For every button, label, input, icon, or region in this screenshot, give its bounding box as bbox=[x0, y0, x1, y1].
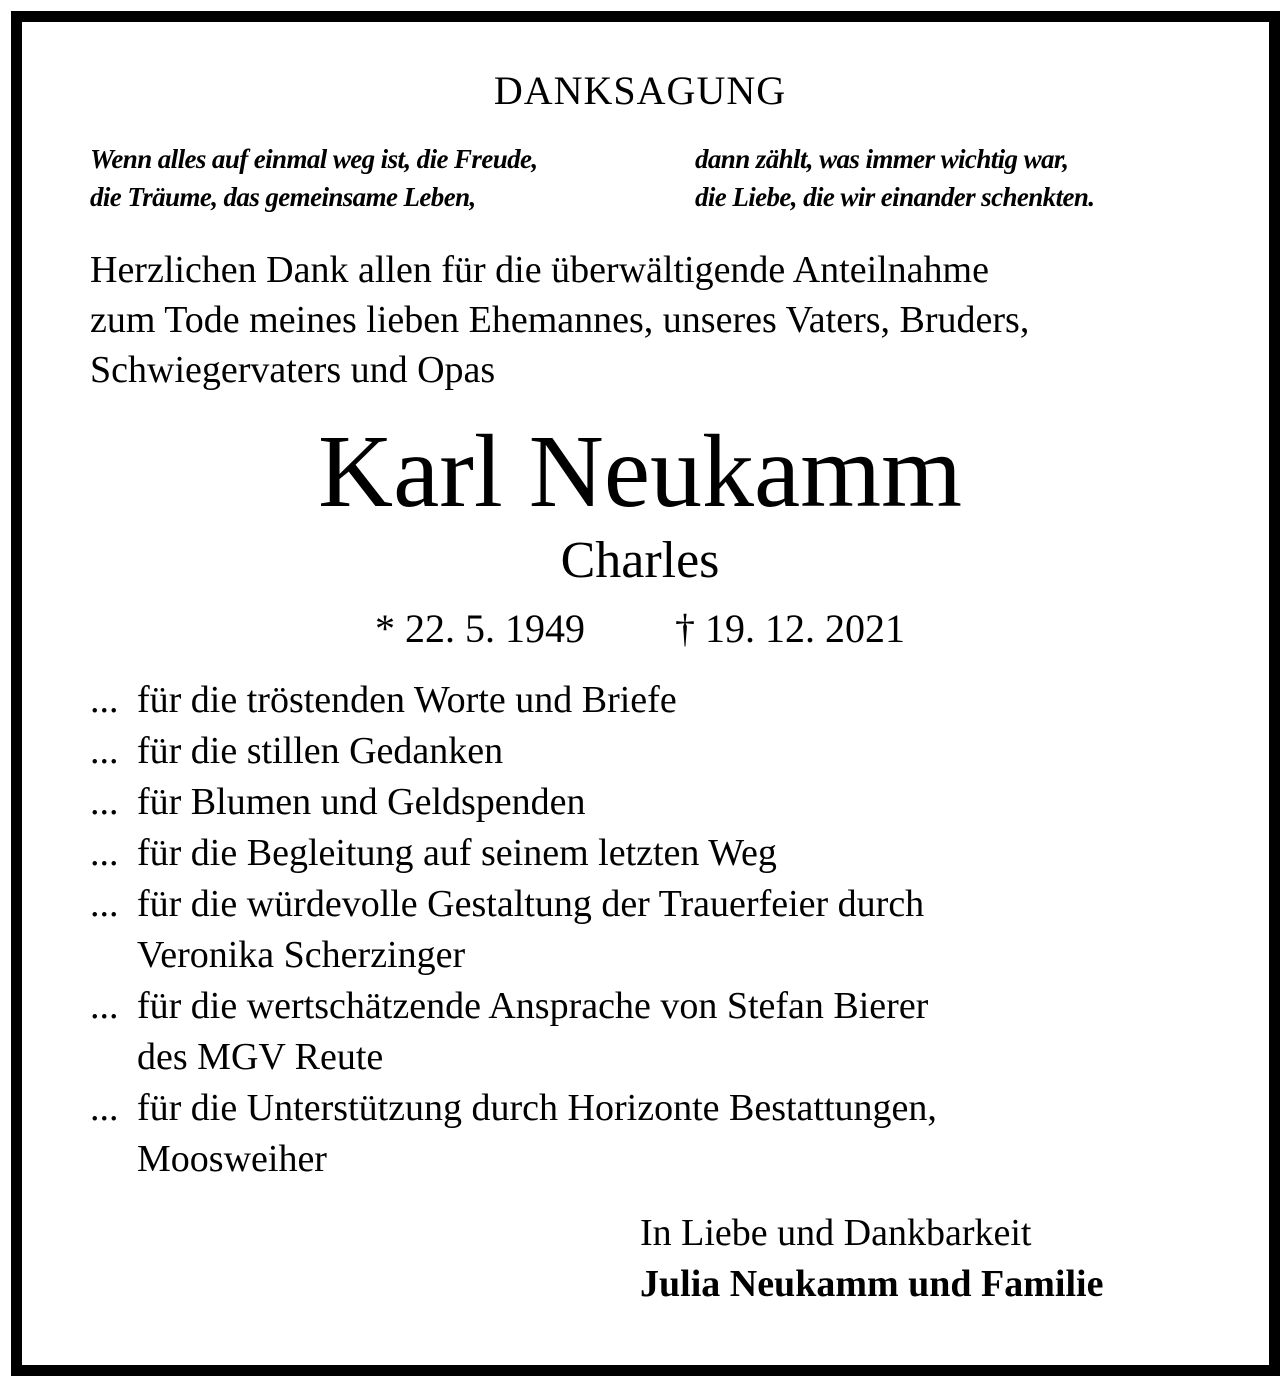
list-item-text: für die Begleitung auf seinem letzten Weg bbox=[137, 832, 777, 874]
ellipsis-prefix: ... bbox=[90, 985, 119, 1027]
intro-line: Herzlichen Dank allen für die überwältigende Anteilnahme bbox=[90, 249, 989, 291]
ellipsis-prefix: ... bbox=[90, 781, 119, 823]
list-item bbox=[90, 981, 1210, 1083]
deceased-name: Karl Neukamm bbox=[317, 414, 962, 529]
ellipsis-prefix: ... bbox=[90, 883, 119, 925]
list-item-text: für die tröstenden Worte und Briefe bbox=[137, 679, 677, 721]
ellipsis-prefix: ... bbox=[90, 1087, 119, 1129]
list-item-text: für die wertschätzende Ansprache von Stefan Bierer bbox=[137, 985, 929, 1027]
intro-text bbox=[90, 245, 1200, 395]
deceased-alias: Charles bbox=[560, 532, 720, 589]
signer-name: Julia Neukamm und Familie bbox=[640, 1263, 1104, 1305]
ellipsis-prefix: ... bbox=[90, 832, 119, 874]
quote-line: die Liebe, die wir einander schenkten. bbox=[695, 182, 1095, 212]
intro-line: Schwiegervaters und Opas bbox=[90, 349, 496, 391]
closing bbox=[640, 1208, 1103, 1310]
life-dates bbox=[0, 602, 1280, 656]
quote-left bbox=[90, 140, 538, 216]
list-item-text: für Blumen und Geldspenden bbox=[137, 781, 586, 823]
thanks-list bbox=[90, 675, 1210, 1185]
list-item bbox=[90, 726, 1210, 777]
ellipsis-prefix: ... bbox=[90, 679, 119, 721]
list-item bbox=[90, 777, 1210, 828]
intro-line: zum Tode meines lieben Ehemannes, unseres Vaters, Bruders, bbox=[90, 299, 1030, 341]
ellipsis-prefix: ... bbox=[90, 730, 119, 772]
quote-line: dann zählt, was immer wichtig war, bbox=[695, 144, 1069, 174]
closing-phrase: In Liebe und Dankbarkeit bbox=[640, 1212, 1032, 1254]
list-item-text: Moosweiher bbox=[137, 1138, 327, 1180]
list-item bbox=[90, 675, 1210, 726]
birth-date: * 22. 5. 1949 bbox=[375, 606, 585, 651]
death-date: † 19. 12. 2021 bbox=[675, 606, 905, 651]
list-item-text: für die stillen Gedanken bbox=[137, 730, 504, 772]
quote-line: Wenn alles auf einmal weg ist, die Freude, bbox=[90, 144, 538, 174]
quote-line: die Träume, das gemeinsame Leben, bbox=[90, 182, 476, 212]
list-item bbox=[90, 879, 1210, 981]
list-item-text: für die würdevolle Gestaltung der Trauerfeier durch bbox=[137, 883, 925, 925]
quote-right bbox=[695, 140, 1094, 216]
notice-heading: DANKSAGUNG bbox=[493, 68, 787, 113]
list-item-text: des MGV Reute bbox=[137, 1036, 384, 1078]
list-item-text: Veronika Scherzinger bbox=[137, 934, 466, 976]
list-item bbox=[90, 828, 1210, 879]
list-item bbox=[90, 1083, 1210, 1185]
list-item-text: für die Unterstützung durch Horizonte Bestattungen, bbox=[137, 1087, 937, 1129]
